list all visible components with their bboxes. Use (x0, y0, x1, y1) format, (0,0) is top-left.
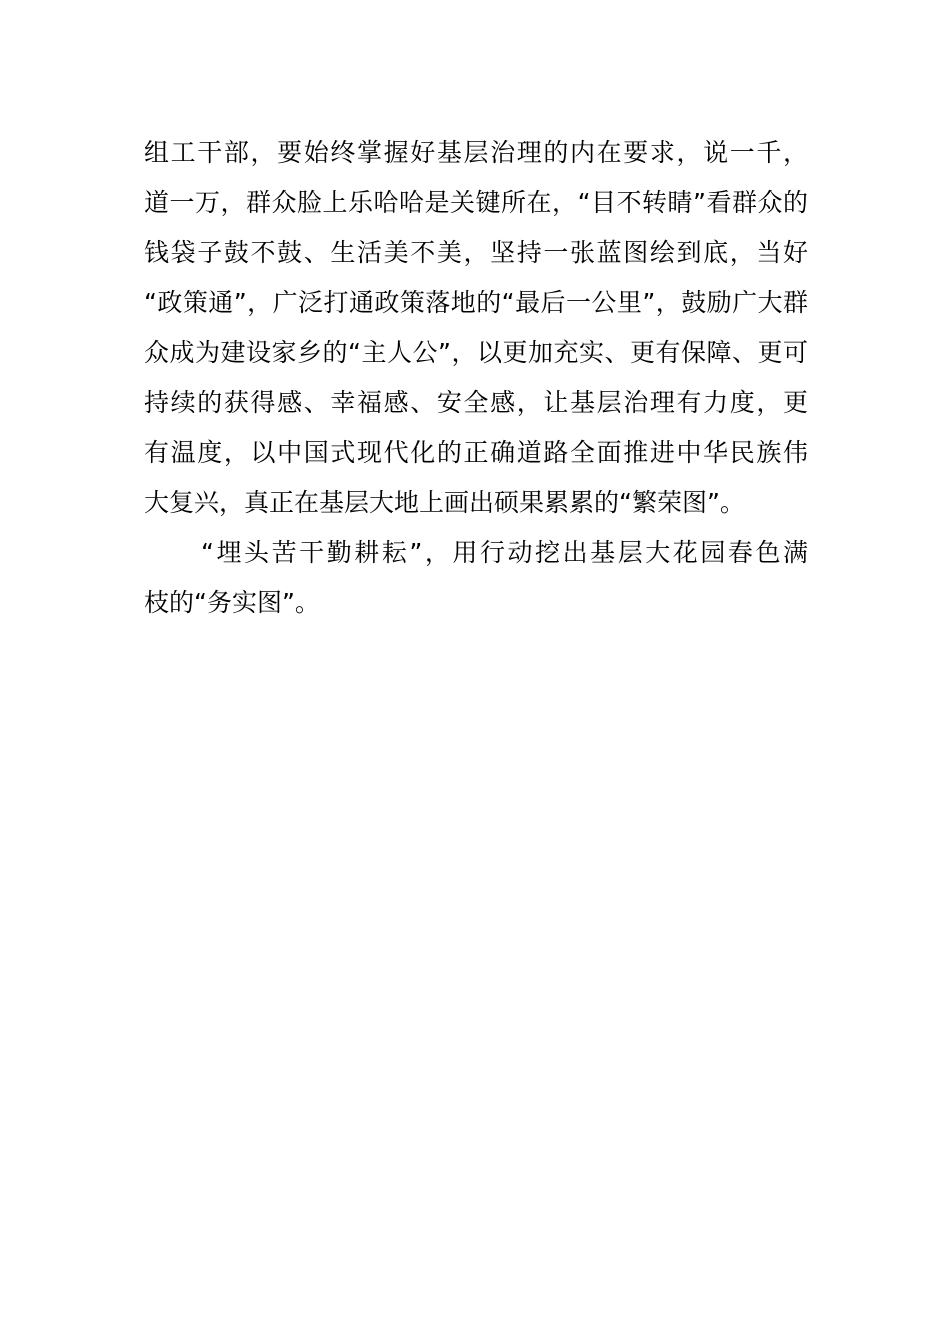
text-line: 钱袋子鼓不鼓、生活美不美，坚持一张蓝图绘到底，当好 (144, 238, 808, 267)
text-line: 众成为建设家乡的“主人公”，以更加充实、更有保障、更可 (144, 338, 808, 367)
paragraph-2 (144, 528, 808, 628)
text-line: 组工干部，要始终掌握好基层治理的内在要求，说一千， (144, 138, 808, 167)
text-line: “政策通”，广泛打通政策落地的“最后一公里”，鼓励广大群 (144, 288, 808, 317)
text-line: “埋头苦干勤耕耘”，用行动挖出基层大花园春色满 (201, 538, 808, 567)
text-line: 持续的获得感、幸福感、安全感，让基层治理有力度，更 (144, 388, 808, 417)
paragraph-1 (144, 128, 808, 528)
text-line: 大复兴，真正在基层大地上画出硕果累累的“繁荣图”。 (144, 488, 745, 517)
text-line: 有温度，以中国式现代化的正确道路全面推进中华民族伟 (144, 438, 808, 467)
text-line: 枝的“务实图”。 (144, 588, 320, 617)
text-line: 道一万，群众脸上乐哈哈是关键所在，“目不转睛”看群众的 (144, 188, 808, 217)
body-text (144, 128, 808, 628)
